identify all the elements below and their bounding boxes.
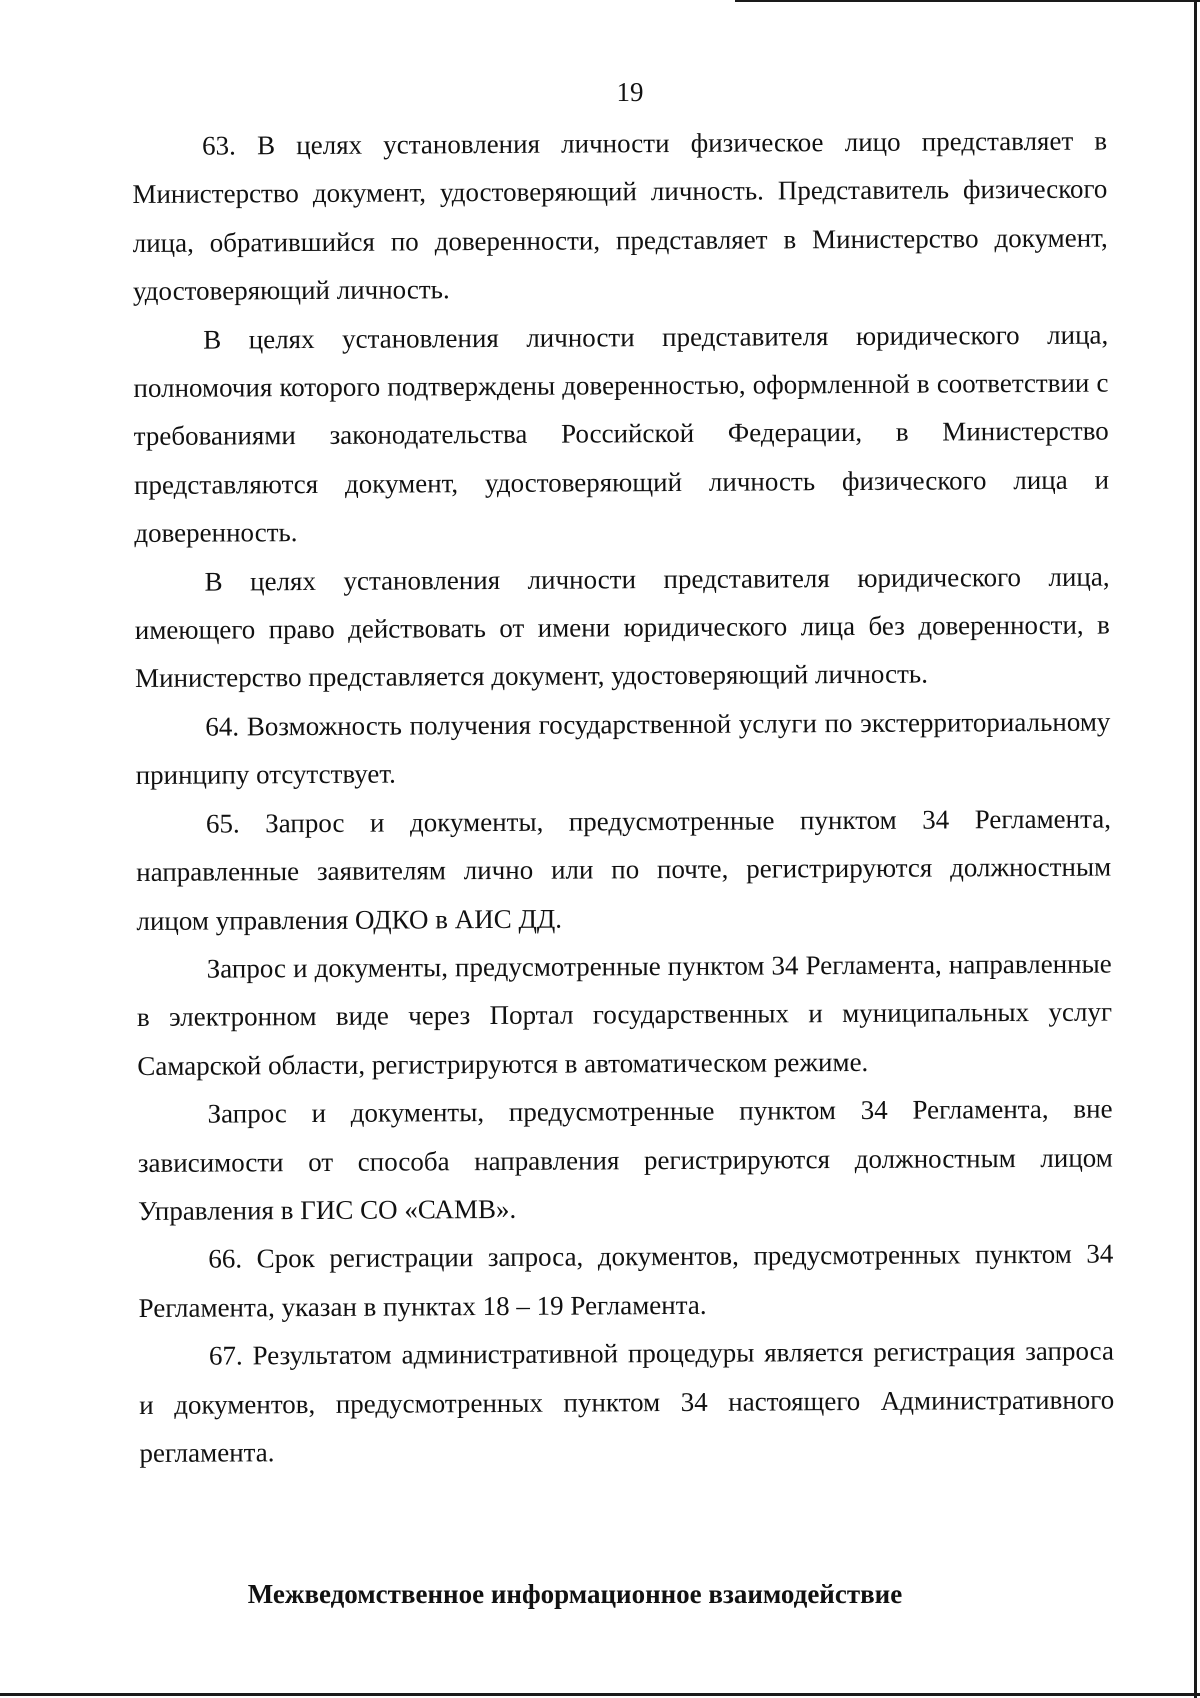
paragraph-64: 64. Возможность получения государственной услуги по экстерриториальному принципу отсутствует. [135, 706, 1111, 791]
paragraph-66: 66. Срок регистрации запроса, документов, предусмотренных пунктом 34 Регламента, указан в пунктах 18 – 19 Регламента. [138, 1238, 1114, 1323]
section-heading: Межведомственное информационное взаимодействие [247, 1579, 903, 1609]
scan-edge-top [735, 0, 1200, 2]
paragraph-65: 65. Запрос и документы, предусмотренные пунктом 34 Регламента, направленные заявителям лично или по почте, регистрируются должностным лицом управления ОДКО в АИС ДД. [136, 803, 1112, 936]
paragraph-67: 67. Результатом административной процедуры является регистрация запроса и документов, предусмотренных пунктом 34 настоящего Административного регламента. [139, 1335, 1115, 1468]
scan-edge-bottom [0, 1693, 1200, 1696]
paragraph-63-legal-entity-direct: В целях установления личности представителя юридического лица, имеющего право действовать от имени юридического лица без доверенности, в Министерство представляется документ, удостоверяющий личность. [134, 561, 1110, 694]
page-number: 19 [616, 77, 644, 107]
paragraph-65-electronic: Запрос и документы, предусмотренные пунктом 34 Регламента, направленные в электронном виде через Портал государственных и муниципальных услуг Самарской области, регистрируются в автоматическом режиме. [136, 948, 1113, 1081]
document-body [132, 117, 1115, 1478]
scan-edge-right [1194, 0, 1197, 1698]
paragraph-63-legal-entity-proxy: В целях установления личности представителя юридического лица, полномочия которого подтверждены доверенностью, оформленной в соответствии с требованиями законодательства Российской Федерации, в Министерство представляются документ, удостоверяющий личность физического лица и доверенность. [133, 319, 1110, 549]
paragraph-63: 63. В целях установления личности физическое лицо представляет в Министерство документ, удостоверяющий личность. Представитель физического лица, обратившийся по доверенности, представляет в Министерство документ, удостоверяющий личность. [132, 125, 1108, 307]
paragraph-65-gis: Запрос и документы, предусмотренные пунктом 34 Регламента, вне зависимости от способа направления регистрируются должностным лицом Управления в ГИС СО «САМВ». [137, 1093, 1113, 1226]
